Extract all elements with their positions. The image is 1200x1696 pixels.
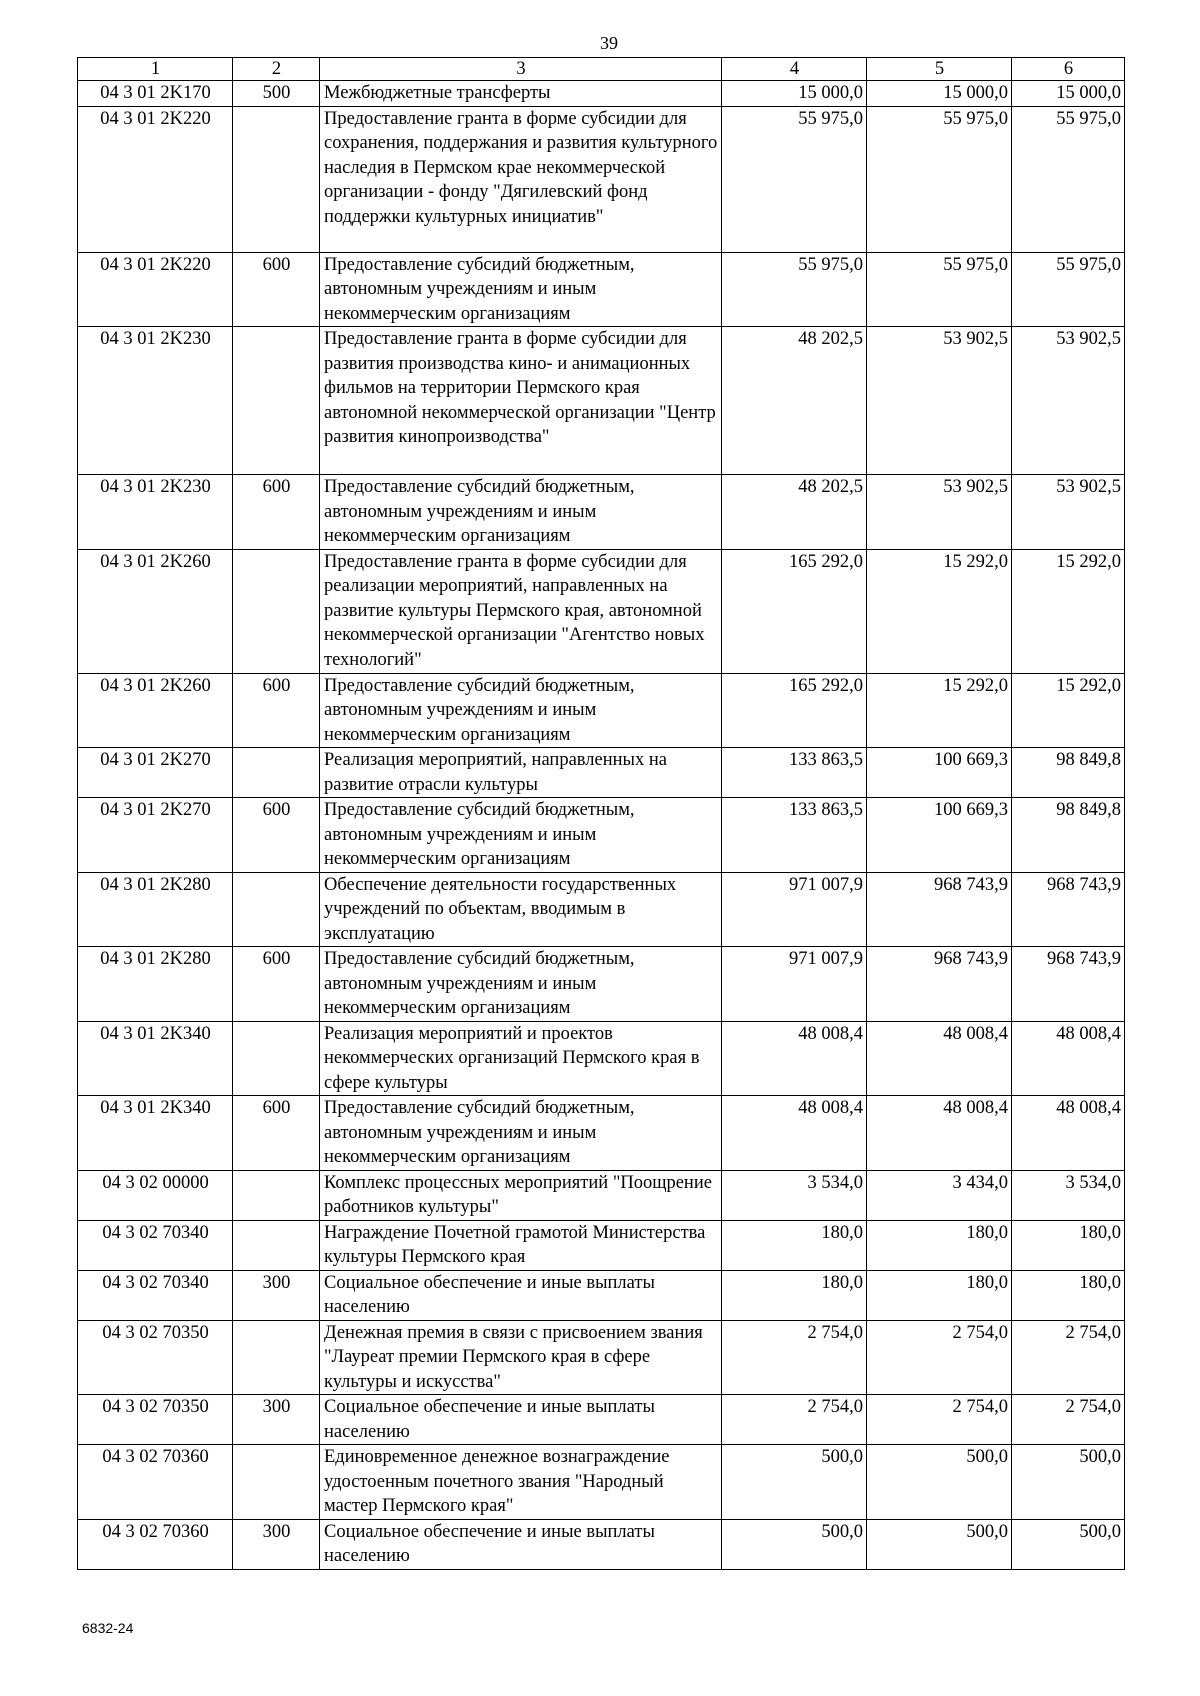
expense-kind-cell: 300: [233, 1519, 320, 1569]
amount-year2-cell: 53 902,5: [867, 475, 1012, 550]
amount-year2-cell: 180,0: [867, 1270, 1012, 1320]
amount-year1-cell: 180,0: [722, 1220, 867, 1270]
budget-code-cell: 04 3 02 70350: [78, 1395, 233, 1445]
table-row: [78, 81, 1125, 107]
table-row: [78, 947, 1125, 1022]
amount-year2-cell: 2 754,0: [867, 1395, 1012, 1445]
amount-year3-cell: 180,0: [1012, 1270, 1125, 1320]
amount-year3-cell: 98 849,8: [1012, 748, 1125, 798]
amount-year3-cell: 55 975,0: [1012, 252, 1125, 327]
budget-code-cell: 04 3 01 2K260: [78, 673, 233, 748]
budget-code-cell: 04 3 01 2K340: [78, 1021, 233, 1096]
item-name-cell: Денежная премия в связи с присвоением звания "Лауреат премии Пермского края в сфере культуры и искусства": [320, 1320, 722, 1395]
item-name-cell: Награждение Почетной грамотой Министерства культуры Пермского края: [320, 1220, 722, 1270]
amount-year3-cell: 2 754,0: [1012, 1395, 1125, 1445]
expense-kind-cell: 600: [233, 673, 320, 748]
amount-year2-cell: 500,0: [867, 1519, 1012, 1569]
amount-year2-cell: 968 743,9: [867, 947, 1012, 1022]
table-row: [78, 106, 1125, 252]
expense-kind-cell: [233, 327, 320, 475]
amount-year3-cell: 48 008,4: [1012, 1021, 1125, 1096]
amount-year1-cell: 55 975,0: [722, 252, 867, 327]
item-name-cell: Предоставление субсидий бюджетным, автономным учреждениям и иным некоммерческим организациям: [320, 798, 722, 873]
item-name-cell: Предоставление субсидий бюджетным, автономным учреждениям и иным некоммерческим организациям: [320, 1096, 722, 1171]
column-header-6: 6: [1012, 58, 1125, 81]
amount-year2-cell: 48 008,4: [867, 1096, 1012, 1171]
amount-year3-cell: 180,0: [1012, 1220, 1125, 1270]
amount-year1-cell: 165 292,0: [722, 673, 867, 748]
table-row: [78, 673, 1125, 748]
amount-year1-cell: 971 007,9: [722, 872, 867, 947]
amount-year1-cell: 180,0: [722, 1270, 867, 1320]
amount-year1-cell: 2 754,0: [722, 1395, 867, 1445]
expense-kind-cell: [233, 748, 320, 798]
expense-kind-cell: [233, 1170, 320, 1220]
item-name-cell: Социальное обеспечение и иные выплаты населению: [320, 1270, 722, 1320]
budget-code-cell: 04 3 01 2K270: [78, 798, 233, 873]
budget-table: [77, 57, 1125, 1570]
amount-year3-cell: 98 849,8: [1012, 798, 1125, 873]
amount-year3-cell: 500,0: [1012, 1445, 1125, 1520]
table-row: [78, 1270, 1125, 1320]
expense-kind-cell: 600: [233, 947, 320, 1022]
amount-year2-cell: 968 743,9: [867, 872, 1012, 947]
item-name-cell: Предоставление гранта в форме субсидии для сохранения, поддержания и развития культурного наследия в Пермском крае некоммерческой организации - фонду "Дягилевский фонд поддержки культурных инициатив": [320, 106, 722, 252]
amount-year2-cell: 3 434,0: [867, 1170, 1012, 1220]
expense-kind-cell: 600: [233, 475, 320, 550]
amount-year2-cell: 15 292,0: [867, 673, 1012, 748]
table-header-row: [78, 58, 1125, 81]
table-row: [78, 327, 1125, 475]
amount-year1-cell: 15 000,0: [722, 81, 867, 107]
budget-code-cell: 04 3 02 70340: [78, 1270, 233, 1320]
item-name-cell: Единовременное денежное вознаграждение удостоенным почетного звания "Народный мастер Пермского края": [320, 1445, 722, 1520]
amount-year1-cell: 133 863,5: [722, 798, 867, 873]
amount-year2-cell: 55 975,0: [867, 106, 1012, 252]
budget-code-cell: 04 3 01 2K220: [78, 252, 233, 327]
amount-year3-cell: 15 292,0: [1012, 673, 1125, 748]
item-name-cell: Предоставление гранта в форме субсидии для развития производства кино- и анимационных фильмов на территории Пермского края автономной некоммерческой организации "Центр развития кинопроизводства": [320, 327, 722, 475]
amount-year2-cell: 48 008,4: [867, 1021, 1012, 1096]
amount-year1-cell: 165 292,0: [722, 549, 867, 673]
table-row: [78, 872, 1125, 947]
expense-kind-cell: 600: [233, 1096, 320, 1171]
item-name-cell: Социальное обеспечение и иные выплаты населению: [320, 1395, 722, 1445]
item-name-cell: Обеспечение деятельности государственных учреждений по объектам, вводимым в эксплуатацию: [320, 872, 722, 947]
budget-code-cell: 04 3 01 2K170: [78, 81, 233, 107]
amount-year3-cell: 53 902,5: [1012, 475, 1125, 550]
budget-code-cell: 04 3 02 70340: [78, 1220, 233, 1270]
amount-year1-cell: 55 975,0: [722, 106, 867, 252]
column-header-4: 4: [722, 58, 867, 81]
budget-code-cell: 04 3 01 2K270: [78, 748, 233, 798]
budget-code-cell: 04 3 01 2K260: [78, 549, 233, 673]
column-header-3: 3: [320, 58, 722, 81]
budget-code-cell: 04 3 01 2K230: [78, 327, 233, 475]
amount-year2-cell: 2 754,0: [867, 1320, 1012, 1395]
expense-kind-cell: 500: [233, 81, 320, 107]
page-number: 39: [600, 33, 618, 53]
table-row: [78, 1320, 1125, 1395]
expense-kind-cell: [233, 1320, 320, 1395]
amount-year3-cell: 15 000,0: [1012, 81, 1125, 107]
expense-kind-cell: 600: [233, 252, 320, 327]
item-name-cell: Предоставление гранта в форме субсидии для реализации мероприятий, направленных на развитие культуры Пермского края, автономной некоммерческой организации "Агентство новых технологий": [320, 549, 722, 673]
item-name-cell: Реализация мероприятий, направленных на развитие отрасли культуры: [320, 748, 722, 798]
expense-kind-cell: 300: [233, 1270, 320, 1320]
expense-kind-cell: [233, 106, 320, 252]
budget-code-cell: 04 3 01 2K230: [78, 475, 233, 550]
amount-year2-cell: 500,0: [867, 1445, 1012, 1520]
amount-year3-cell: 55 975,0: [1012, 106, 1125, 252]
table-row: [78, 1096, 1125, 1171]
item-name-cell: Предоставление субсидий бюджетным, автономным учреждениям и иным некоммерческим организациям: [320, 252, 722, 327]
amount-year1-cell: 2 754,0: [722, 1320, 867, 1395]
amount-year1-cell: 500,0: [722, 1445, 867, 1520]
amount-year3-cell: 968 743,9: [1012, 947, 1125, 1022]
amount-year1-cell: 48 202,5: [722, 327, 867, 475]
amount-year3-cell: 48 008,4: [1012, 1096, 1125, 1171]
amount-year1-cell: 971 007,9: [722, 947, 867, 1022]
item-name-cell: Социальное обеспечение и иные выплаты населению: [320, 1519, 722, 1569]
table-row: [78, 1445, 1125, 1520]
item-name-cell: Предоставление субсидий бюджетным, автономным учреждениям и иным некоммерческим организациям: [320, 475, 722, 550]
budget-code-cell: 04 3 02 00000: [78, 1170, 233, 1220]
amount-year1-cell: 500,0: [722, 1519, 867, 1569]
amount-year1-cell: 48 202,5: [722, 475, 867, 550]
table-row: [78, 1021, 1125, 1096]
table-row: [78, 252, 1125, 327]
amount-year2-cell: 100 669,3: [867, 748, 1012, 798]
table-row: [78, 1519, 1125, 1569]
amount-year1-cell: 48 008,4: [722, 1096, 867, 1171]
amount-year2-cell: 180,0: [867, 1220, 1012, 1270]
amount-year2-cell: 100 669,3: [867, 798, 1012, 873]
item-name-cell: Предоставление субсидий бюджетным, автономным учреждениям и иным некоммерческим организациям: [320, 947, 722, 1022]
budget-code-cell: 04 3 02 70360: [78, 1519, 233, 1569]
expense-kind-cell: [233, 1220, 320, 1270]
budget-code-cell: 04 3 01 2K340: [78, 1096, 233, 1171]
column-header-1: 1: [78, 58, 233, 81]
table-body: [78, 81, 1125, 1570]
table-row: [78, 1220, 1125, 1270]
table-row: [78, 1395, 1125, 1445]
amount-year3-cell: 3 534,0: [1012, 1170, 1125, 1220]
item-name-cell: Реализация мероприятий и проектов некоммерческих организаций Пермского края в сфере культуры: [320, 1021, 722, 1096]
table-row: [78, 798, 1125, 873]
budget-code-cell: 04 3 02 70360: [78, 1445, 233, 1520]
item-name-cell: Комплекс процессных мероприятий "Поощрение работников культуры": [320, 1170, 722, 1220]
document-code: 6832-24: [82, 1620, 134, 1636]
expense-kind-cell: 600: [233, 798, 320, 873]
table-row: [78, 549, 1125, 673]
amount-year1-cell: 48 008,4: [722, 1021, 867, 1096]
expense-kind-cell: [233, 1445, 320, 1520]
table-row: [78, 748, 1125, 798]
column-header-2: 2: [233, 58, 320, 81]
amount-year2-cell: 15 292,0: [867, 549, 1012, 673]
amount-year3-cell: 53 902,5: [1012, 327, 1125, 475]
amount-year1-cell: 3 534,0: [722, 1170, 867, 1220]
budget-code-cell: 04 3 02 70350: [78, 1320, 233, 1395]
budget-code-cell: 04 3 01 2K280: [78, 872, 233, 947]
item-name-cell: Межбюджетные трансферты: [320, 81, 722, 107]
budget-code-cell: 04 3 01 2K280: [78, 947, 233, 1022]
amount-year3-cell: 968 743,9: [1012, 872, 1125, 947]
table-row: [78, 1170, 1125, 1220]
expense-kind-cell: [233, 549, 320, 673]
amount-year2-cell: 55 975,0: [867, 252, 1012, 327]
amount-year1-cell: 133 863,5: [722, 748, 867, 798]
amount-year3-cell: 2 754,0: [1012, 1320, 1125, 1395]
item-name-cell: Предоставление субсидий бюджетным, автономным учреждениям и иным некоммерческим организациям: [320, 673, 722, 748]
table-row: [78, 475, 1125, 550]
expense-kind-cell: 300: [233, 1395, 320, 1445]
column-header-5: 5: [867, 58, 1012, 81]
amount-year2-cell: 53 902,5: [867, 327, 1012, 475]
expense-kind-cell: [233, 872, 320, 947]
amount-year3-cell: 15 292,0: [1012, 549, 1125, 673]
amount-year2-cell: 15 000,0: [867, 81, 1012, 107]
expense-kind-cell: [233, 1021, 320, 1096]
amount-year3-cell: 500,0: [1012, 1519, 1125, 1569]
budget-code-cell: 04 3 01 2K220: [78, 106, 233, 252]
